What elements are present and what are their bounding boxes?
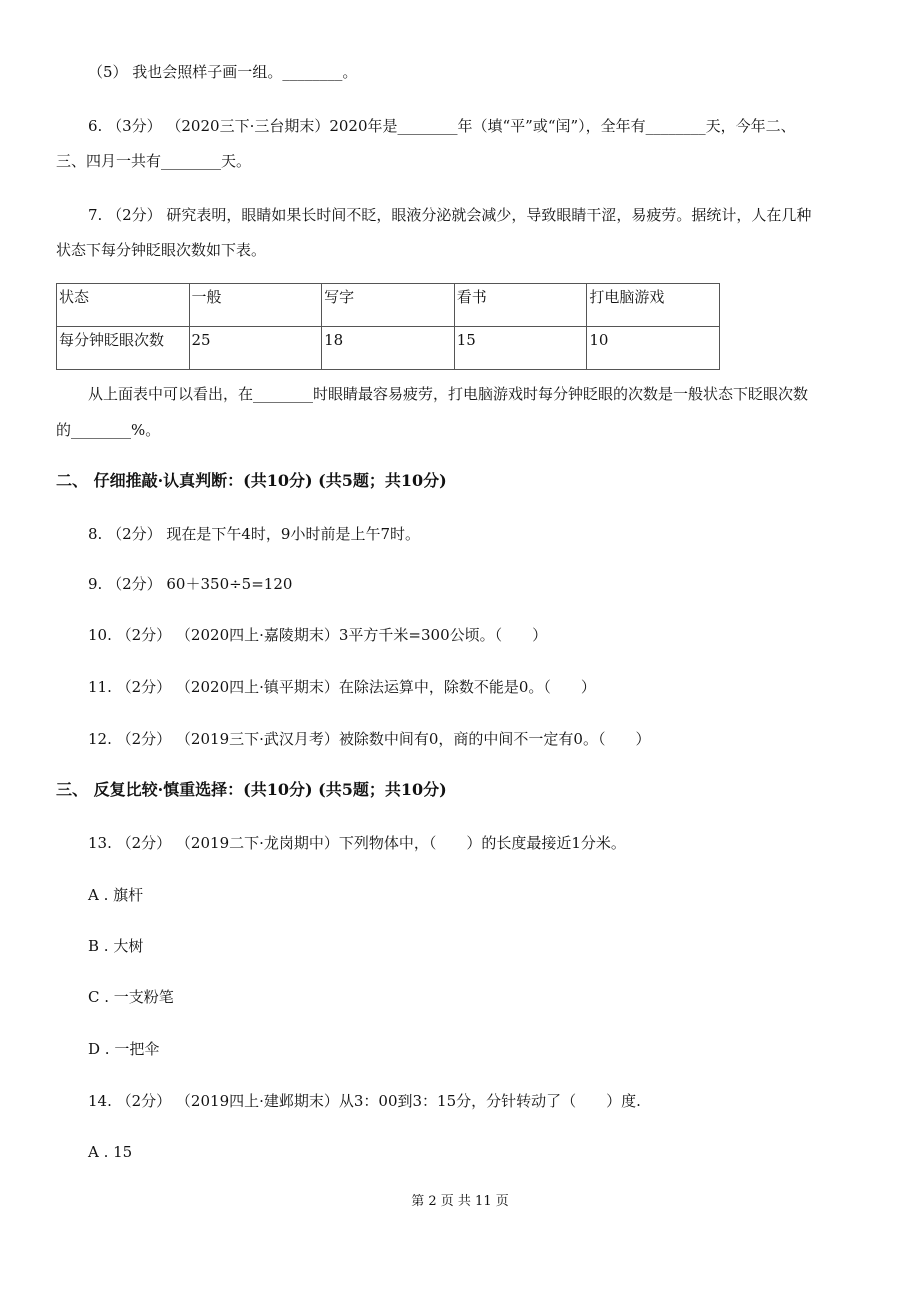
table-cell: 写字	[322, 284, 455, 327]
q7-line-3: 从上面表中可以看出，在________时眼睛最容易疲劳，打电脑游戏时每分钟眨眼的次数是一般状态下眨眼次数	[88, 385, 809, 403]
table-row	[57, 327, 720, 370]
section-3-heading: 三、 反复比较·慎重选择：(共10分) (共5题；共10分)	[56, 780, 447, 799]
table-cell: 10	[587, 327, 720, 370]
table-cell: 打电脑游戏	[587, 284, 720, 327]
table-cell: 25	[189, 327, 322, 370]
section-2-heading: 二、 仔细推敲·认真判断：(共10分) (共5题；共10分)	[56, 471, 447, 490]
q13-option-b: B . 大树	[88, 937, 144, 955]
blink-rate-table	[56, 283, 720, 370]
q10: 10. （2分） （2020四上·嘉陵期末）3平方千米=300公顷。（ ）	[88, 626, 548, 644]
table-cell: 18	[322, 327, 455, 370]
table-row	[57, 284, 720, 327]
table-cell: 状态	[57, 284, 190, 327]
q7-line-2: 状态下每分钟眨眼次数如下表。	[56, 241, 267, 259]
table-cell: 看书	[454, 284, 587, 327]
q12: 12. （2分） （2019三下·武汉月考）被除数中间有0，商的中间不一定有0。（ ）	[88, 730, 651, 748]
table-cell: 每分钟眨眼次数	[57, 327, 190, 370]
q9: 9. （2分） 60＋350÷5=120	[88, 575, 293, 593]
q13-option-d: D . 一把伞	[88, 1040, 160, 1058]
q6-line-1: 6. （3分） （2020三下·三台期末）2020年是________年（填“平”或“闰”），全年有________天，今年二、	[88, 117, 796, 135]
q5-sub-question: （5） 我也会照样子画一组。________。	[88, 63, 358, 81]
q7-line-4: 的________%。	[56, 421, 161, 439]
q13: 13. （2分） （2019二下·龙岗期中）下列物体中，（ ）的长度最接近1分米。	[88, 834, 626, 852]
q14: 14. （2分） （2019四上·建邺期末）从3：00到3：15分，分针转动了（ ）度.	[88, 1092, 641, 1110]
q8: 8. （2分） 现在是下午4时，9小时前是上午7时。	[88, 525, 421, 543]
q13-option-a: A . 旗杆	[88, 886, 144, 904]
q7-line-1: 7. （2分） 研究表明，眼睛如果长时间不眨，眼液分泌就会减少，导致眼睛干涩，易疲劳。据统计，人在几种	[88, 206, 812, 224]
q11: 11. （2分） （2020四上·镇平期末）在除法运算中，除数不能是0。（ ）	[88, 678, 596, 696]
q13-option-c: C . 一支粉笔	[88, 988, 174, 1006]
table-cell: 15	[454, 327, 587, 370]
page-footer: 第 2 页 共 11 页	[411, 1194, 509, 1209]
q14-option-a: A . 15	[88, 1143, 133, 1161]
table-cell: 一般	[189, 284, 322, 327]
q6-line-2: 三、四月一共有________天。	[56, 152, 252, 170]
